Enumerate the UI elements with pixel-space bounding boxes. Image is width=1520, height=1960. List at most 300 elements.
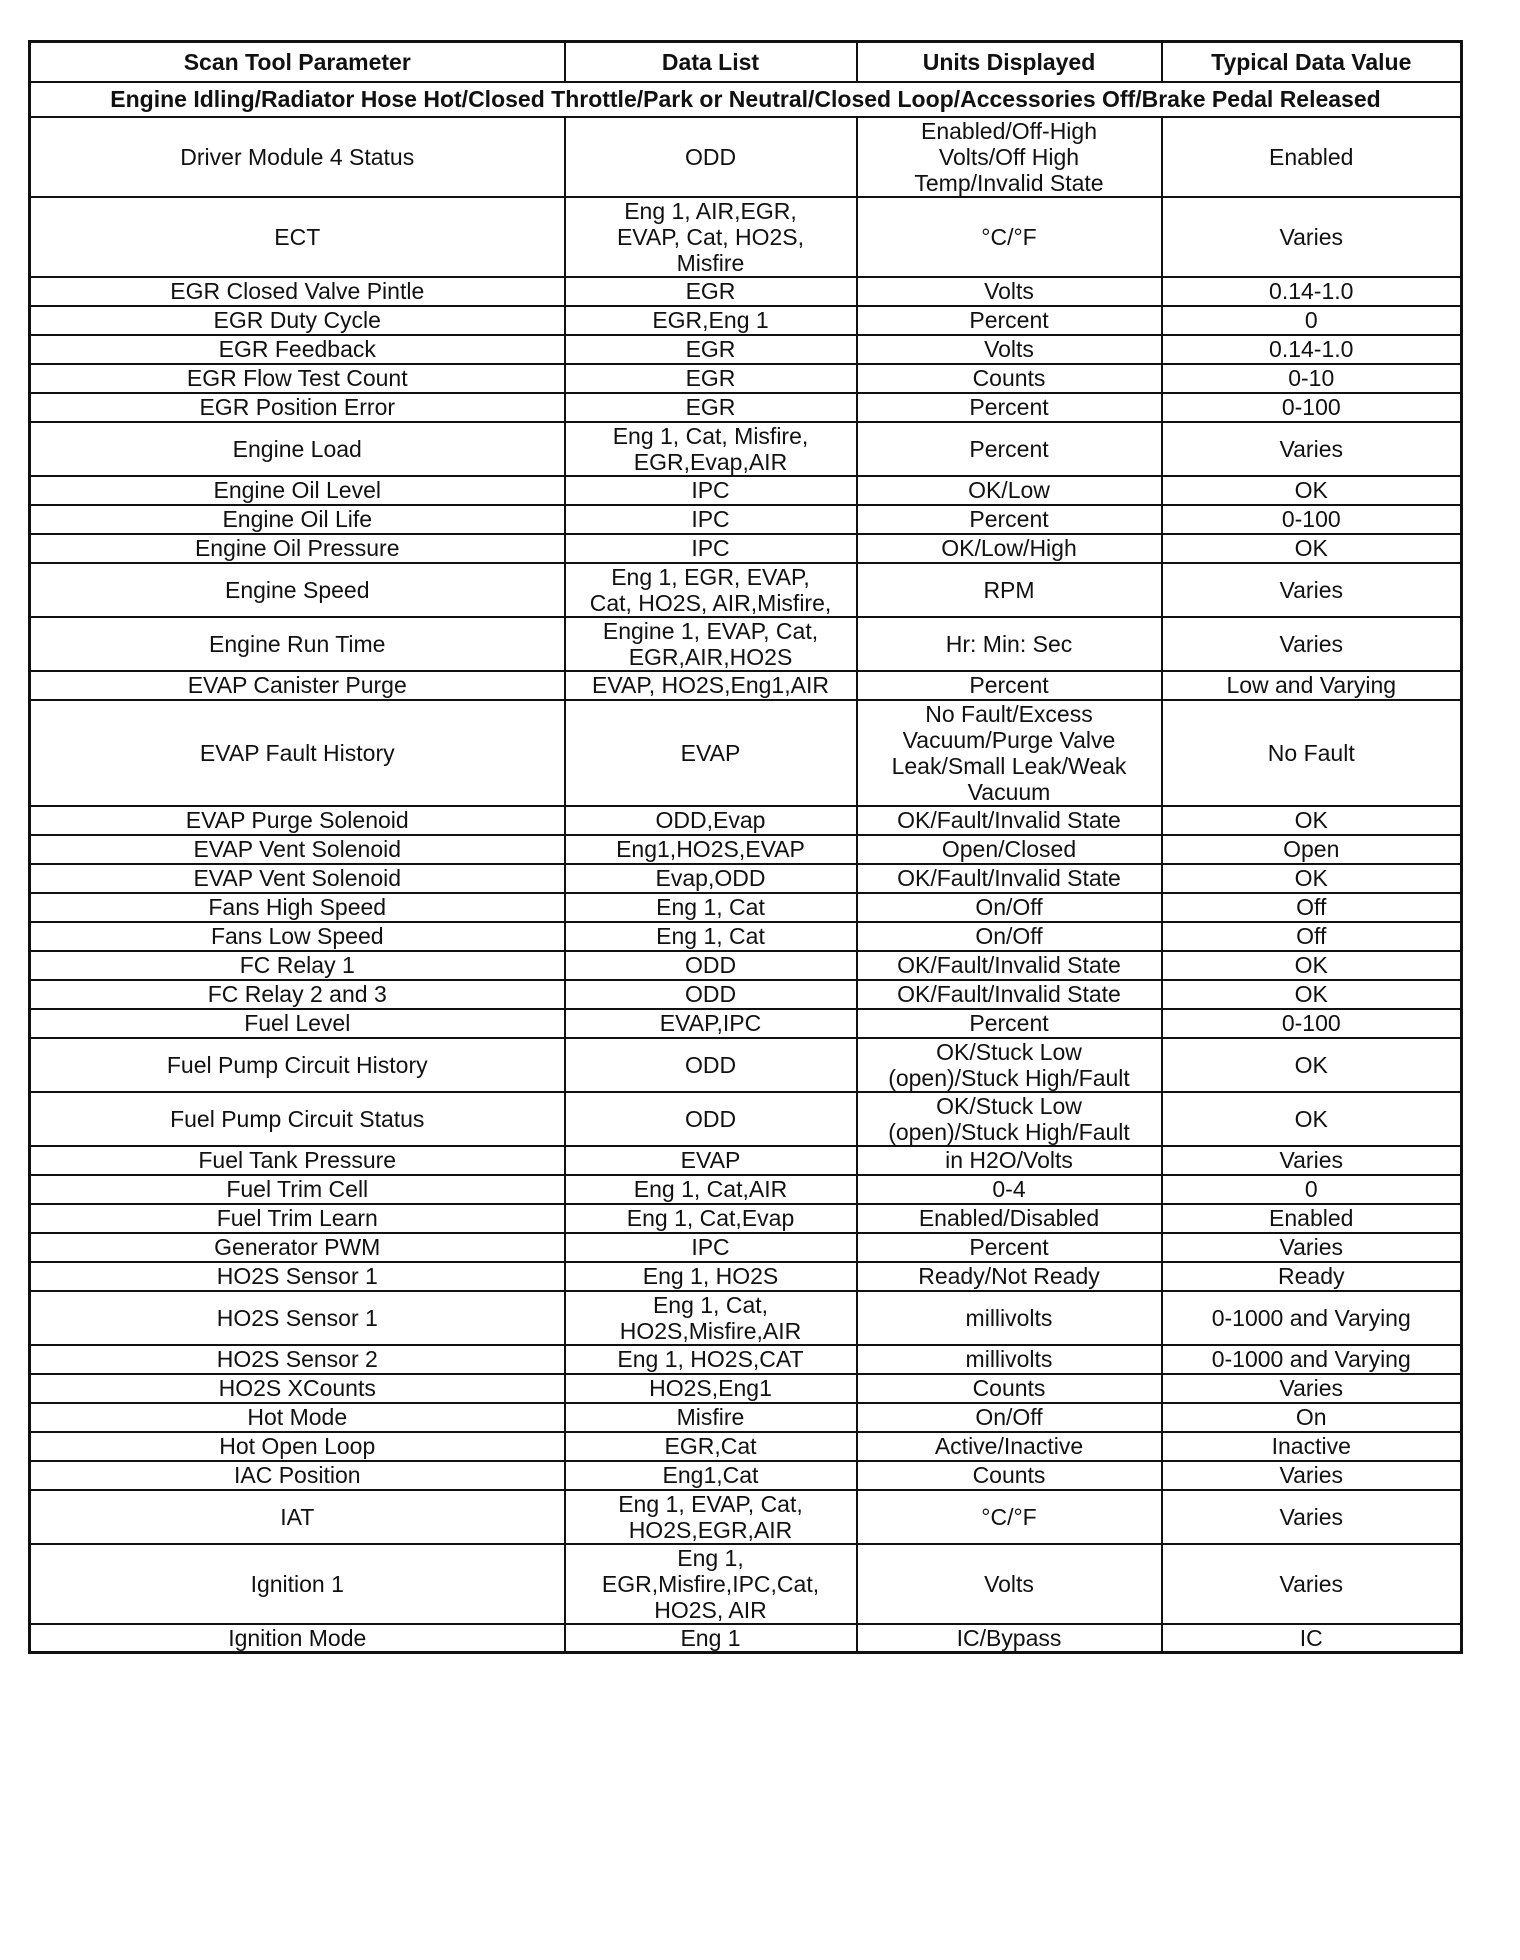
cell-data-list <box>565 922 857 951</box>
cell-units-displayed-text: millivolts <box>965 1304 1053 1331</box>
cell-units-displayed-text: OK/Stuck Low (open)/Stuck High/Fault <box>888 1092 1130 1145</box>
cell-data-list-text: ODD <box>684 143 737 170</box>
cell-units-displayed-text: Percent <box>969 1010 1049 1036</box>
cell-scan-tool-parameter <box>30 1624 565 1653</box>
cell-units-displayed <box>857 197 1162 277</box>
cell-typical-data-value-text: OK <box>1294 1051 1328 1078</box>
cell-scan-tool-parameter <box>30 980 565 1009</box>
cell-typical-data-value-text: Enabled <box>1269 143 1354 170</box>
cell-typical-data-value <box>1162 1038 1462 1092</box>
cell-typical-data-value-text: Off <box>1296 923 1327 949</box>
cell-units-displayed-text: Active/Inactive <box>934 1433 1084 1459</box>
cell-scan-tool-parameter-text: Hot Open Loop <box>219 1433 376 1459</box>
cell-typical-data-value-text: OK <box>1294 865 1328 891</box>
cell-data-list-text: EGR,Cat <box>664 1433 757 1459</box>
cell-typical-data-value-text: 0 <box>1304 307 1318 333</box>
cell-typical-data-value-text: Open <box>1283 836 1340 862</box>
cell-typical-data-value <box>1162 1146 1462 1175</box>
cell-scan-tool-parameter <box>30 806 565 835</box>
cell-units-displayed-text: Volts <box>984 278 1034 304</box>
cell-typical-data-value-text: OK <box>1294 1105 1328 1132</box>
cell-data-list <box>565 1490 857 1544</box>
table-row <box>30 1204 1462 1233</box>
cell-typical-data-value-text: 0-1000 and Varying <box>1211 1304 1411 1331</box>
cell-data-list-text: Eng1,HO2S,EVAP <box>616 836 805 862</box>
cell-units-displayed-text: Ready/Not Ready <box>918 1263 1100 1289</box>
cell-units-displayed <box>857 671 1162 700</box>
cell-typical-data-value <box>1162 835 1462 864</box>
document-sheet <box>28 40 1460 1654</box>
cell-units-displayed <box>857 1544 1162 1624</box>
table-row <box>30 563 1462 617</box>
cell-data-list-text: Evap,ODD <box>655 865 766 891</box>
cell-data-list <box>565 1345 857 1374</box>
cell-scan-tool-parameter <box>30 422 565 476</box>
cell-data-list-text: IPC <box>691 506 730 532</box>
cell-units-displayed <box>857 422 1162 476</box>
cell-typical-data-value-text: Varies <box>1279 223 1343 250</box>
cell-data-list <box>565 1009 857 1038</box>
cell-data-list-text: ODD <box>684 1105 737 1132</box>
cell-scan-tool-parameter-text: EGR Closed Valve Pintle <box>170 278 425 304</box>
cell-units-displayed <box>857 1092 1162 1146</box>
cell-data-list <box>565 364 857 393</box>
cell-units-displayed <box>857 951 1162 980</box>
cell-typical-data-value-text: Varies <box>1279 1375 1343 1401</box>
table-row <box>30 864 1462 893</box>
cell-typical-data-value-text: OK <box>1294 535 1328 561</box>
cell-data-list-text: Eng1,Cat <box>662 1462 759 1488</box>
cell-scan-tool-parameter-text: HO2S Sensor 1 <box>216 1263 378 1289</box>
cell-typical-data-value <box>1162 1262 1462 1291</box>
header-units-displayed: Units Displayed <box>857 42 1162 82</box>
cell-units-displayed-text: On/Off <box>975 923 1043 949</box>
cell-units-displayed-text: Percent <box>969 394 1049 420</box>
cell-units-displayed-text: Volts <box>984 1570 1034 1597</box>
cell-data-list-text: Eng 1, AIR,EGR, EVAP, Cat, HO2S, Misfire <box>616 197 805 276</box>
cell-units-displayed <box>857 700 1162 806</box>
cell-data-list-text: EVAP <box>680 1147 741 1173</box>
cell-typical-data-value <box>1162 700 1462 806</box>
table-row <box>30 277 1462 306</box>
cell-scan-tool-parameter-text: Fans High Speed <box>208 894 387 920</box>
cell-typical-data-value <box>1162 534 1462 563</box>
table-row <box>30 1146 1462 1175</box>
cell-data-list <box>565 1262 857 1291</box>
cell-data-list-text: EVAP <box>680 739 741 766</box>
cell-scan-tool-parameter <box>30 505 565 534</box>
cell-units-displayed-text: OK/Fault/Invalid State <box>897 952 1121 978</box>
cell-units-displayed <box>857 980 1162 1009</box>
table-row <box>30 980 1462 1009</box>
cell-data-list <box>565 306 857 335</box>
cell-scan-tool-parameter <box>30 835 565 864</box>
cell-scan-tool-parameter <box>30 1345 565 1374</box>
cell-data-list <box>565 563 857 617</box>
cell-scan-tool-parameter-text: Hot Mode <box>247 1404 348 1430</box>
cell-data-list-text: ODD,Evap <box>655 807 766 833</box>
table-row <box>30 1009 1462 1038</box>
cell-typical-data-value-text: IC <box>1299 1624 1323 1651</box>
cell-data-list <box>565 476 857 505</box>
cell-scan-tool-parameter <box>30 922 565 951</box>
cell-scan-tool-parameter <box>30 1092 565 1146</box>
table-row <box>30 1262 1462 1291</box>
cell-units-displayed <box>857 1146 1162 1175</box>
cell-typical-data-value-text: 0-10 <box>1288 365 1335 391</box>
cell-units-displayed-text: Percent <box>969 307 1049 333</box>
cell-typical-data-value <box>1162 306 1462 335</box>
cell-scan-tool-parameter <box>30 1233 565 1262</box>
cell-units-displayed <box>857 1204 1162 1233</box>
cell-scan-tool-parameter <box>30 306 565 335</box>
cell-data-list <box>565 617 857 671</box>
cell-units-displayed-text: Volts <box>984 336 1034 362</box>
cell-scan-tool-parameter <box>30 671 565 700</box>
cell-units-displayed-text: OK/Fault/Invalid State <box>897 807 1121 833</box>
cell-data-list-text: Eng 1, HO2S <box>642 1263 779 1289</box>
cell-data-list <box>565 700 857 806</box>
cell-typical-data-value <box>1162 1461 1462 1490</box>
cell-typical-data-value-text: Off <box>1296 894 1327 920</box>
cell-scan-tool-parameter <box>30 864 565 893</box>
table-row <box>30 671 1462 700</box>
cell-typical-data-value-text: Varies <box>1279 1570 1343 1597</box>
table-body <box>30 82 1462 1653</box>
cell-scan-tool-parameter-text: EGR Flow Test Count <box>186 365 408 391</box>
cell-data-list-text: EVAP,IPC <box>659 1010 762 1036</box>
cell-typical-data-value-text: On <box>1295 1404 1327 1430</box>
cell-typical-data-value-text: Varies <box>1279 630 1343 657</box>
table-header <box>30 42 1462 82</box>
table-row <box>30 835 1462 864</box>
table-row <box>30 1432 1462 1461</box>
cell-data-list <box>565 1291 857 1345</box>
cell-units-displayed <box>857 893 1162 922</box>
cell-scan-tool-parameter-text: ECT <box>274 223 321 250</box>
cell-units-displayed-text: On/Off <box>975 1404 1043 1430</box>
cell-data-list <box>565 671 857 700</box>
cell-scan-tool-parameter-text: Generator PWM <box>214 1234 381 1260</box>
cell-units-displayed-text: in H2O/Volts <box>945 1147 1073 1173</box>
table-row <box>30 1175 1462 1204</box>
cell-scan-tool-parameter-text: IAT <box>280 1503 315 1530</box>
cell-data-list-text: IPC <box>691 535 730 561</box>
cell-data-list <box>565 1146 857 1175</box>
cell-typical-data-value-text: Varies <box>1279 1503 1343 1530</box>
cell-data-list <box>565 1175 857 1204</box>
cell-units-displayed <box>857 617 1162 671</box>
cell-typical-data-value-text: 0.14-1.0 <box>1269 336 1354 362</box>
cell-data-list <box>565 277 857 306</box>
cell-units-displayed <box>857 806 1162 835</box>
table-row <box>30 700 1462 806</box>
cell-typical-data-value <box>1162 1233 1462 1262</box>
cell-scan-tool-parameter <box>30 1204 565 1233</box>
cell-scan-tool-parameter-text: Fuel Tank Pressure <box>198 1147 397 1173</box>
cell-scan-tool-parameter-text: Fuel Level <box>244 1010 351 1036</box>
cell-scan-tool-parameter-text: Engine Oil Pressure <box>194 535 400 561</box>
cell-scan-tool-parameter-text: EGR Duty Cycle <box>213 307 381 333</box>
cell-units-displayed <box>857 1009 1162 1038</box>
table-row <box>30 1092 1462 1146</box>
cell-typical-data-value <box>1162 422 1462 476</box>
cell-units-displayed <box>857 864 1162 893</box>
cell-units-displayed <box>857 476 1162 505</box>
cell-units-displayed-text: Percent <box>969 1234 1049 1260</box>
cell-data-list-text: Misfire <box>676 1404 745 1430</box>
cell-units-displayed <box>857 922 1162 951</box>
cell-data-list <box>565 1461 857 1490</box>
cell-data-list <box>565 1038 857 1092</box>
cell-scan-tool-parameter <box>30 893 565 922</box>
cell-scan-tool-parameter <box>30 1262 565 1291</box>
header-row <box>30 42 1462 82</box>
cell-typical-data-value <box>1162 1204 1462 1233</box>
cell-data-list <box>565 980 857 1009</box>
cell-typical-data-value <box>1162 893 1462 922</box>
cell-units-displayed <box>857 1038 1162 1092</box>
cell-scan-tool-parameter <box>30 1432 565 1461</box>
header-typical-data-value: Typical Data Value <box>1162 42 1462 82</box>
cell-units-displayed <box>857 1175 1162 1204</box>
cell-scan-tool-parameter <box>30 1374 565 1403</box>
cell-typical-data-value-text: Inactive <box>1271 1433 1351 1459</box>
cell-scan-tool-parameter <box>30 1175 565 1204</box>
cell-units-displayed <box>857 1374 1162 1403</box>
cell-typical-data-value-text: Varies <box>1279 1234 1343 1260</box>
cell-typical-data-value-text: 0-100 <box>1281 394 1341 420</box>
cell-scan-tool-parameter-text: IAC Position <box>233 1462 361 1488</box>
cell-units-displayed-text: Counts <box>972 365 1046 391</box>
cell-typical-data-value <box>1162 277 1462 306</box>
cell-units-displayed <box>857 1490 1162 1544</box>
cell-units-displayed <box>857 505 1162 534</box>
cell-data-list <box>565 951 857 980</box>
cell-typical-data-value-text: No Fault <box>1267 739 1355 766</box>
cell-scan-tool-parameter <box>30 563 565 617</box>
cell-typical-data-value <box>1162 671 1462 700</box>
cell-data-list-text: Eng 1, Cat <box>656 923 765 949</box>
cell-scan-tool-parameter-text: EVAP Purge Solenoid <box>185 807 409 833</box>
cell-data-list <box>565 806 857 835</box>
cell-units-displayed-text: OK/Low <box>968 477 1050 503</box>
cell-data-list <box>565 1374 857 1403</box>
cell-units-displayed <box>857 1233 1162 1262</box>
cell-typical-data-value <box>1162 476 1462 505</box>
cell-scan-tool-parameter-text: Engine Load <box>232 435 362 462</box>
table-row <box>30 1403 1462 1432</box>
cell-scan-tool-parameter-text: FC Relay 1 <box>239 952 355 978</box>
cell-data-list <box>565 1432 857 1461</box>
header-data-list: Data List <box>565 42 857 82</box>
cell-data-list <box>565 1403 857 1432</box>
cell-data-list-text: IPC <box>691 1234 730 1260</box>
cell-units-displayed <box>857 1345 1162 1374</box>
cell-units-displayed <box>857 1403 1162 1432</box>
cell-data-list-text: Engine 1, EVAP, Cat, EGR,AIR,HO2S <box>602 617 819 670</box>
cell-typical-data-value <box>1162 806 1462 835</box>
cell-units-displayed-text: RPM <box>983 576 1035 603</box>
cell-scan-tool-parameter <box>30 534 565 563</box>
cell-scan-tool-parameter <box>30 1291 565 1345</box>
cell-scan-tool-parameter <box>30 700 565 806</box>
cell-units-displayed <box>857 534 1162 563</box>
cell-data-list <box>565 1204 857 1233</box>
cell-data-list <box>565 835 857 864</box>
cell-typical-data-value-text: 0-1000 and Varying <box>1211 1346 1411 1372</box>
cell-units-displayed-text: OK/Low/High <box>941 535 1077 561</box>
cell-data-list-text: EGR <box>685 394 736 420</box>
cell-data-list-text: Eng 1, Cat <box>656 894 765 920</box>
cell-typical-data-value <box>1162 1175 1462 1204</box>
cell-data-list-text: ODD <box>684 981 737 1007</box>
cell-scan-tool-parameter-text: HO2S XCounts <box>218 1375 376 1401</box>
cell-units-displayed <box>857 1262 1162 1291</box>
table-row <box>30 1490 1462 1544</box>
cell-scan-tool-parameter <box>30 1146 565 1175</box>
cell-scan-tool-parameter <box>30 1038 565 1092</box>
table-row <box>30 1544 1462 1624</box>
cell-data-list-text: Eng 1, EVAP, Cat, HO2S,EGR,AIR <box>618 1490 803 1543</box>
cell-typical-data-value-text: OK <box>1294 952 1328 978</box>
cell-data-list-text: Eng 1, HO2S,CAT <box>617 1346 804 1372</box>
cell-units-displayed-text: millivolts <box>965 1346 1053 1372</box>
table-row <box>30 476 1462 505</box>
table-row <box>30 617 1462 671</box>
cell-typical-data-value <box>1162 505 1462 534</box>
cell-scan-tool-parameter-text: Fuel Trim Cell <box>226 1176 369 1202</box>
cell-scan-tool-parameter <box>30 476 565 505</box>
cell-units-displayed-text: Enabled/Off-High Volts/Off High Temp/Invalid State <box>914 117 1104 196</box>
cell-scan-tool-parameter <box>30 1544 565 1624</box>
table-row <box>30 1374 1462 1403</box>
cell-typical-data-value <box>1162 563 1462 617</box>
cell-scan-tool-parameter <box>30 197 565 277</box>
cell-units-displayed <box>857 306 1162 335</box>
cell-typical-data-value <box>1162 364 1462 393</box>
cell-data-list-text: Eng 1, EGR, EVAP, Cat, HO2S, AIR,Misfire, <box>589 563 832 616</box>
cell-typical-data-value <box>1162 197 1462 277</box>
cell-units-displayed-text: OK/Stuck Low (open)/Stuck High/Fault <box>888 1038 1130 1091</box>
table-row <box>30 1233 1462 1262</box>
cell-scan-tool-parameter <box>30 1490 565 1544</box>
cell-typical-data-value <box>1162 1374 1462 1403</box>
cell-typical-data-value <box>1162 1403 1462 1432</box>
cell-scan-tool-parameter <box>30 117 565 197</box>
cell-data-list-text: EGR <box>685 336 736 362</box>
cell-scan-tool-parameter-text: Driver Module 4 Status <box>180 143 415 170</box>
cell-typical-data-value-text: Varies <box>1279 435 1343 462</box>
cell-data-list-text: Eng 1, Cat,Evap <box>626 1205 795 1231</box>
cell-data-list-text: ODD <box>684 952 737 978</box>
condition-row <box>30 82 1462 117</box>
cell-data-list-text: EGR,Eng 1 <box>652 307 769 333</box>
table-row <box>30 1461 1462 1490</box>
cell-units-displayed <box>857 335 1162 364</box>
cell-typical-data-value <box>1162 1490 1462 1544</box>
table-row <box>30 534 1462 563</box>
cell-typical-data-value-text: 0 <box>1304 1176 1318 1202</box>
cell-data-list <box>565 422 857 476</box>
table-row <box>30 422 1462 476</box>
cell-data-list <box>565 893 857 922</box>
cell-scan-tool-parameter <box>30 1461 565 1490</box>
table-row <box>30 335 1462 364</box>
cell-typical-data-value <box>1162 1544 1462 1624</box>
cell-units-displayed <box>857 1624 1162 1653</box>
cell-scan-tool-parameter-text: Fans Low Speed <box>210 923 384 949</box>
cell-typical-data-value-text: Varies <box>1279 1462 1343 1488</box>
cell-typical-data-value-text: Varies <box>1279 576 1343 603</box>
cell-units-displayed <box>857 1291 1162 1345</box>
cell-units-displayed-text: Counts <box>972 1462 1046 1488</box>
cell-scan-tool-parameter-text: EGR Feedback <box>218 336 376 362</box>
cell-typical-data-value-text: OK <box>1294 981 1328 1007</box>
cell-units-displayed <box>857 277 1162 306</box>
cell-units-displayed-text: Percent <box>969 435 1049 462</box>
cell-scan-tool-parameter <box>30 1403 565 1432</box>
cell-units-displayed-text: 0-4 <box>992 1176 1026 1202</box>
cell-units-displayed <box>857 563 1162 617</box>
cell-units-displayed <box>857 835 1162 864</box>
cell-scan-tool-parameter-text: EVAP Canister Purge <box>187 672 407 698</box>
cell-units-displayed-text: Percent <box>969 672 1049 698</box>
cell-scan-tool-parameter <box>30 393 565 422</box>
table-row <box>30 393 1462 422</box>
cell-scan-tool-parameter-text: Fuel Pump Circuit Status <box>170 1105 425 1132</box>
cell-typical-data-value-text: Varies <box>1279 1147 1343 1173</box>
table-row <box>30 1345 1462 1374</box>
cell-units-displayed <box>857 1461 1162 1490</box>
cell-typical-data-value-text: 0.14-1.0 <box>1269 278 1354 304</box>
cell-scan-tool-parameter-text: Engine Oil Level <box>213 477 381 503</box>
table-row <box>30 1038 1462 1092</box>
table-row <box>30 117 1462 197</box>
cell-scan-tool-parameter <box>30 951 565 980</box>
cell-typical-data-value-text: Enabled <box>1269 1205 1354 1231</box>
cell-data-list-text: EGR <box>685 278 736 304</box>
cell-scan-tool-parameter-text: Engine Run Time <box>209 630 386 657</box>
cell-scan-tool-parameter-text: Ignition Mode <box>228 1624 367 1651</box>
cell-data-list <box>565 1624 857 1653</box>
cell-units-displayed-text: OK/Fault/Invalid State <box>897 981 1121 1007</box>
cell-data-list-text: Eng 1, EGR,Misfire,IPC,Cat, HO2S, AIR <box>601 1544 820 1623</box>
operating-condition: Engine Idling/Radiator Hose Hot/Closed Throttle/Park or Neutral/Closed Loop/Accessories Off/Brake Pedal Released <box>30 82 1462 117</box>
table-row <box>30 505 1462 534</box>
cell-scan-tool-parameter-text: EGR Position Error <box>199 394 396 420</box>
cell-scan-tool-parameter-text: Engine Speed <box>224 576 370 603</box>
cell-data-list-text: EGR <box>685 365 736 391</box>
cell-units-displayed <box>857 1432 1162 1461</box>
cell-typical-data-value <box>1162 1291 1462 1345</box>
table-row <box>30 922 1462 951</box>
cell-scan-tool-parameter <box>30 617 565 671</box>
cell-units-displayed-text: °C/°F <box>981 223 1037 250</box>
cell-data-list <box>565 393 857 422</box>
cell-typical-data-value <box>1162 393 1462 422</box>
cell-units-displayed <box>857 393 1162 422</box>
cell-scan-tool-parameter-text: Fuel Trim Learn <box>216 1205 378 1231</box>
cell-scan-tool-parameter-text: EVAP Fault History <box>199 739 395 766</box>
cell-scan-tool-parameter <box>30 335 565 364</box>
cell-typical-data-value-text: Low and Varying <box>1226 672 1397 698</box>
cell-units-displayed-text: Hr: Min: Sec <box>945 630 1073 657</box>
cell-data-list <box>565 197 857 277</box>
scan-tool-data-table <box>28 40 1463 1654</box>
table-row <box>30 1624 1462 1653</box>
table-row <box>30 893 1462 922</box>
